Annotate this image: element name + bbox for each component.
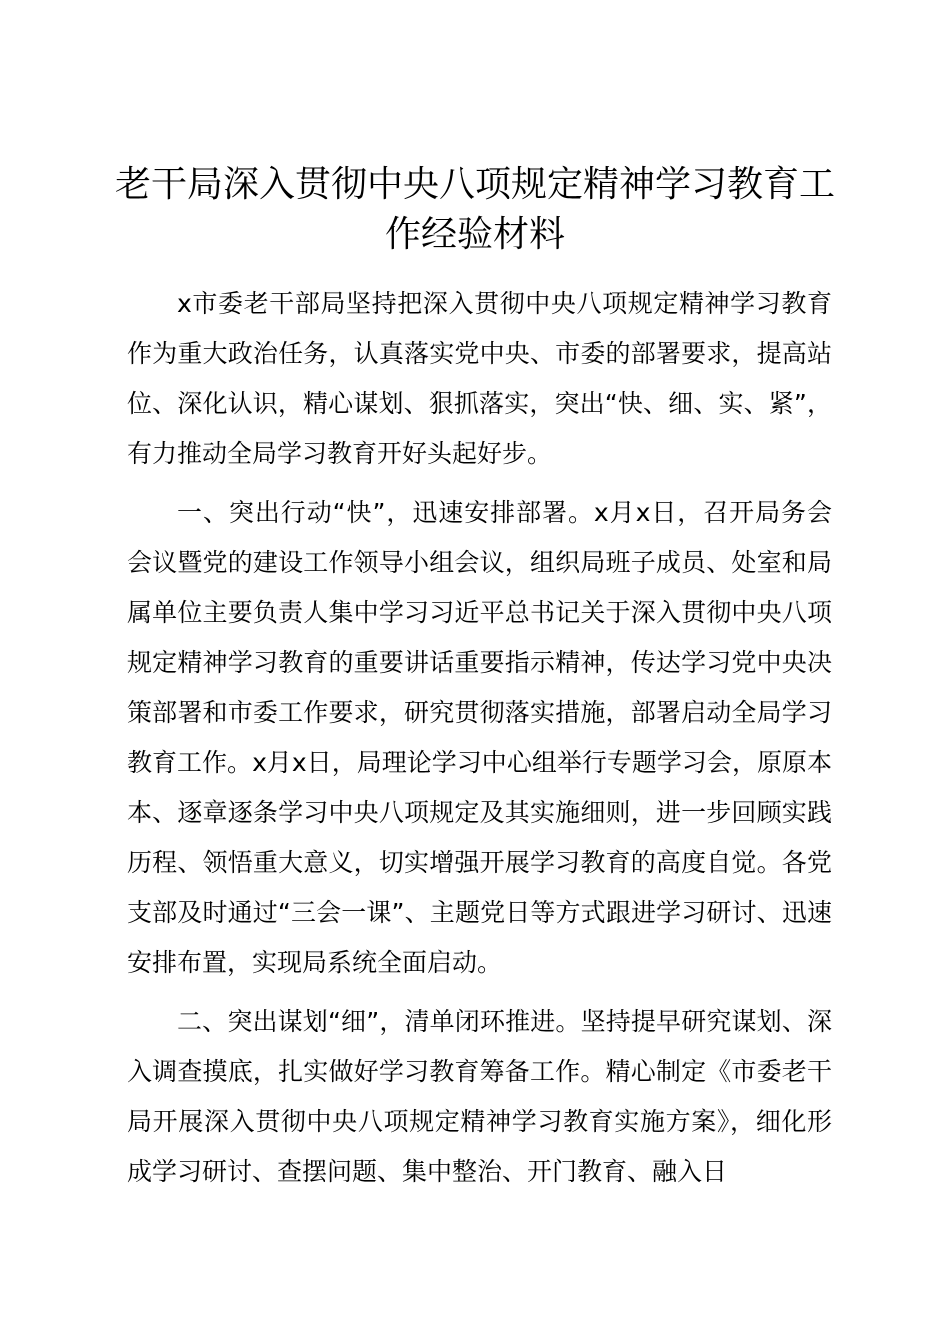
document-title-line-1: 老干局深入贯彻中央八项规定精神学习教育工 — [114, 164, 835, 205]
paragraph-section-1: 一、突出行动“快”，迅速安排部署。x月x日，召开局务会会议暨党的建设工作领导小组会议，组织局班子成员、处室和局属单位主要负责人集中学习习近平总书记关于深入贯彻中央八项规定精神学习教育的重要讲话重要指示精神，传达学习党中央决策部署和市委工作要求，研究贯彻落实措施，部署启动全局学习教育工作。x月x日，局理论学习中心组举行专题学习会，原原本本、逐章逐条学习中央八项规定及其实施细则，进一步回顾实践历程、领悟重大意义，切实增强开展学习教育的高度自觉。各党支部及时通过“三会一课”、主题党日等方式跟进学习研讨、迅速安排布置，实现局系统全面启动。 — [127, 498, 832, 977]
document-title — [110, 160, 840, 260]
document-title-line-2: 作经验材料 — [384, 214, 565, 255]
paragraph-intro: x市委老干部局坚持把深入贯彻中央八项规定精神学习教育作为重大政治任务，认真落实党中央、市委的部署要求，提高站位、深化认识，精心谋划、狠抓落实，突出“快、细、实、紧”，有力推动全局学习教育开好头起好步。 — [127, 289, 832, 468]
paragraph-section-2: 二、突出谋划“细”，清单闭环推进。坚持提早研究谋划、深入调查摸底，扎实做好学习教育筹备工作。精心制定《市委老干局开展深入贯彻中央八项规定精神学习教育实施方案》，细化形成学习研讨、查摆问题、集中整治、开门教育、融入日 — [127, 1007, 832, 1186]
document-body — [127, 279, 832, 1206]
